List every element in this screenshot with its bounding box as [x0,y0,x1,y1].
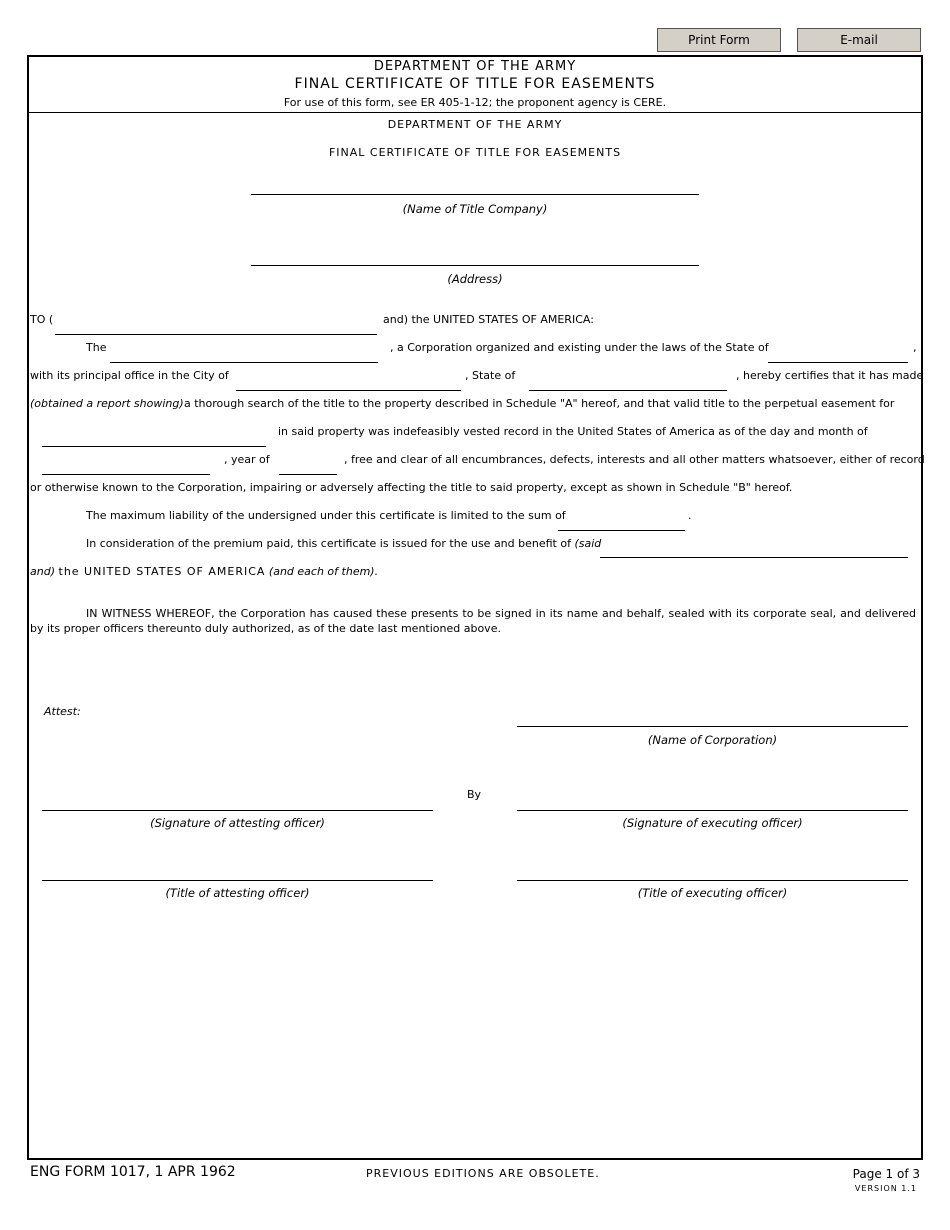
easement-field[interactable] [42,446,266,447]
consideration-text [86,537,601,550]
to-close-text: and) the UNITED STATES OF AMERICA: [383,313,594,326]
city-field[interactable] [236,390,461,391]
corp-org-text: , a Corporation organized and existing under the laws of the State of [390,341,769,354]
usa-text: the UNITED STATES OF AMERICA [58,565,266,578]
address-field[interactable] [251,265,699,266]
liability-sum-field[interactable] [558,530,685,531]
header-note: For use of this form, see ER 405-1-12; the proponent agency is CERE. [283,96,667,109]
attesting-title-field[interactable] [42,880,433,881]
body-cert-title: FINAL CERTIFICATE OF TITLE FOR EASEMENTS [328,146,622,159]
state-of-incorporation-field[interactable] [768,362,908,363]
by-label: By [467,788,482,801]
state-field[interactable] [529,390,727,391]
obsolete-notice: PREVIOUS EDITIONS ARE OBSOLETE. [366,1167,600,1180]
witness-paragraph: IN WITNESS WHEREOF, the Corporation has caused these presents to be signed in its name and behalf, sealed with its corporate seal, and delivered by its proper officers thereunto duly authorized, as of the date last mentioned above. [30,607,916,635]
page-number: Page 1 of 3 [852,1167,920,1181]
executing-title-caption: (Title of executing officer) [637,886,788,900]
header-title-dept: DEPARTMENT OF THE ARMY [373,59,577,74]
state-of-text: , State of [465,369,516,382]
comma-text: , [913,341,917,354]
corporation-name-sig-field[interactable] [517,726,908,727]
executing-signature-caption: (Signature of executing officer) [622,816,803,830]
year-field[interactable] [279,474,337,475]
and-text: and) [30,565,55,578]
print-form-button[interactable]: Print Form [657,28,781,52]
body-dept: DEPARTMENT OF THE ARMY [387,118,563,131]
otherwise-text: or otherwise known to the Corporation, impairing or adversely affecting the title to said property, except as shown in Schedule "B" hereof. [30,481,793,494]
day-month-field[interactable] [42,474,210,475]
usa-line [30,565,378,578]
title-company-caption: (Name of Title Company) [402,202,548,216]
version-label: VERSION 1.1 [854,1184,917,1193]
to-field[interactable] [55,334,377,335]
header-divider [29,112,921,113]
to-open-text: TO ( [30,313,54,326]
search-text: a thorough search of the title to the property described in Schedule "A" hereof, and that valid title to the perpetual easement for [184,397,895,410]
corporation-name-field[interactable] [110,362,378,363]
corporation-name-caption: (Name of Corporation) [647,733,778,747]
each-text: (and each of them). [268,565,379,578]
obtained-text: (obtained a report showing) [30,397,184,410]
executing-title-field[interactable] [517,880,908,881]
the-text: The [86,341,107,354]
attest-label: Attest: [44,705,81,718]
attesting-title-caption: (Title of attesting officer) [165,886,310,900]
consideration-main: In consideration of the premium paid, this certificate is issued for the use and benefit of [86,537,571,550]
year-of-text: , year of [224,453,270,466]
period-text: . [688,509,692,522]
title-company-field[interactable] [251,194,699,195]
address-caption: (Address) [447,272,503,286]
executing-signature-field[interactable] [517,810,908,811]
attesting-signature-field[interactable] [42,810,433,811]
certifies-text: , hereby certifies that it has made [736,369,924,382]
form-id: ENG FORM 1017, 1 APR 1962 [30,1164,236,1180]
said-text: (said [574,537,602,550]
max-liability-text: The maximum liability of the undersigned under this certificate is limited to the sum of [86,509,566,522]
email-button[interactable]: E-mail [797,28,921,52]
attesting-signature-caption: (Signature of attesting officer) [150,816,325,830]
header-title-form: FINAL CERTIFICATE OF TITLE FOR EASEMENTS [294,76,656,92]
free-clear-text: , free and clear of all encumbrances, defects, interests and all other matters whatsoever, either of record [344,453,925,466]
vested-text: in said property was indefeasibly vested record in the United States of America as of the day and month of [278,425,868,438]
principal-office-text: with its principal office in the City of [30,369,229,382]
beneficiary-field[interactable] [600,557,908,558]
